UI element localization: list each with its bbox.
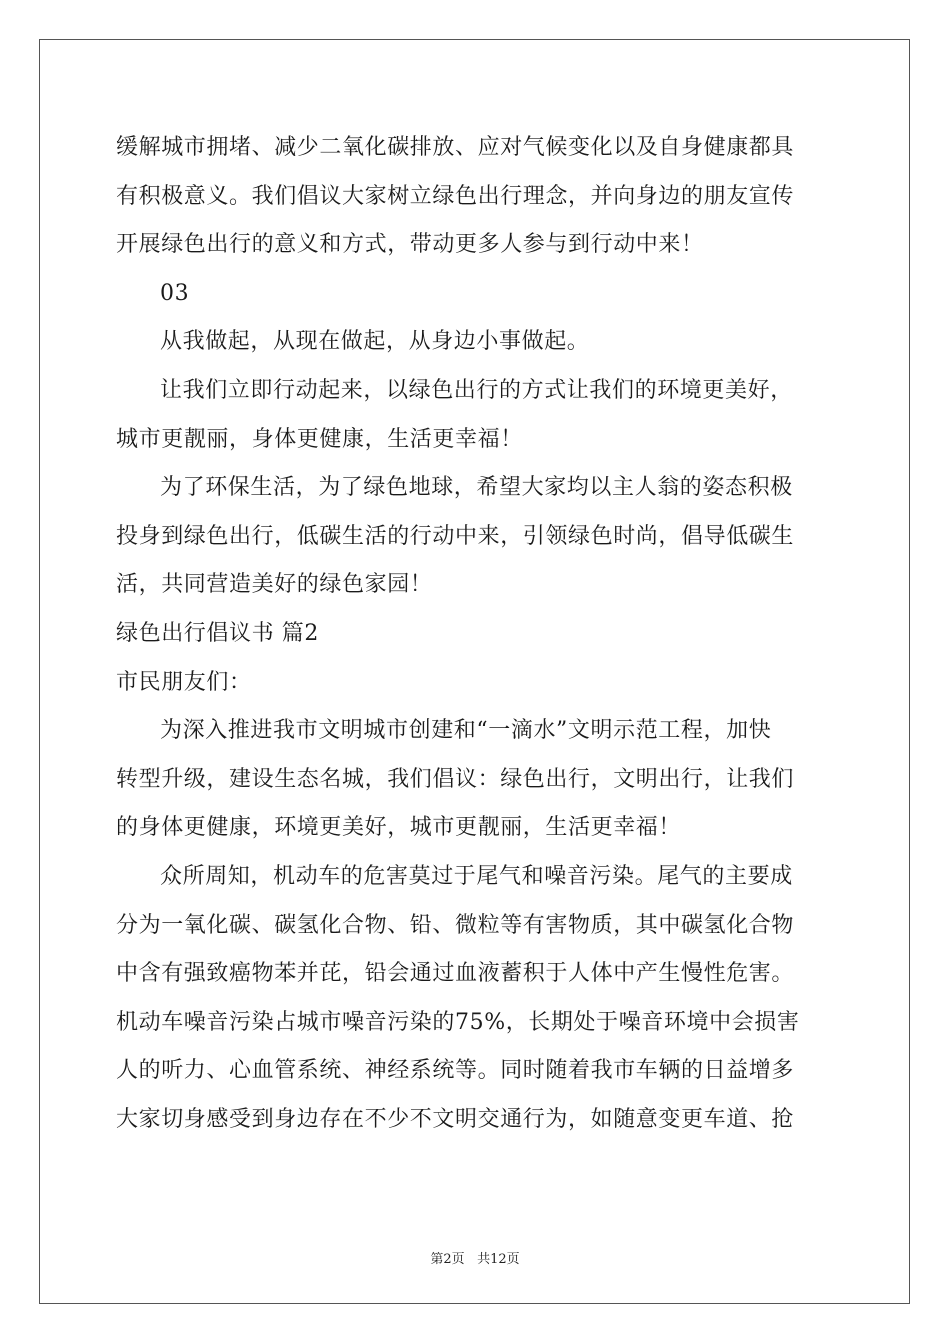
text-line: 的身体更健康，环境更美好，城市更靓丽，生活更幸福！ — [116, 815, 682, 841]
text-line: 机动车噪音污染占城市噪音污染的75%，长期处于噪音环境中会损害 — [116, 1009, 800, 1035]
page-number: 第2页 — [430, 1252, 465, 1267]
page-footer — [0, 1248, 950, 1267]
text-line: 大家切身感受到身边存在不少不文明交通行为，如随意变更车道、抢 — [116, 1106, 795, 1132]
salutation: 市民朋友们： — [116, 669, 252, 695]
text-line: 众所周知，机动车的危害莫过于尾气和噪音污染。尾气的主要成 — [160, 863, 793, 889]
document-body — [116, 124, 836, 1144]
text-line: 为深入推进我市文明城市创建和“一滴水”文明示范工程，加快 — [160, 718, 772, 744]
text-line: 开展绿色出行的意义和方式，带动更多人参与到行动中来！ — [116, 232, 704, 258]
section-number: 03 — [160, 280, 190, 306]
text-line: 有积极意义。我们倡议大家树立绿色出行理念，并向身边的朋友宣传 — [116, 183, 795, 209]
text-line: 城市更靓丽，身体更健康，生活更幸福！ — [116, 426, 523, 452]
text-line: 人的听力、心血管系统、神经系统等。同时随着我市车辆的日益增多 — [116, 1058, 795, 1084]
text-line: 让我们立即行动起来，以绿色出行的方式让我们的环境更美好， — [160, 377, 793, 403]
text-line: 转型升级，建设生态名城，我们倡议：绿色出行，文明出行，让我们 — [116, 766, 795, 792]
section-heading: 绿色出行倡议书 篇2 — [116, 620, 319, 646]
text-line: 缓解城市拥堵、减少二氧化碳排放、应对气候变化以及自身健康都具 — [116, 135, 795, 160]
text-line: 投身到绿色出行，低碳生活的行动中来，引领绿色时尚，倡导低碳生 — [116, 523, 795, 549]
text-line: 从我做起，从现在做起，从身边小事做起。 — [160, 329, 590, 355]
text-line: 活，共同营造美好的绿色家园！ — [116, 572, 433, 598]
page-total: 共12页 — [477, 1252, 520, 1267]
text-line: 中含有强致癌物苯并芘，铅会通过血液蓄积于人体中产生慢性危害。 — [116, 961, 795, 987]
text-line: 为了环保生活，为了绿色地球，希望大家均以主人翁的姿态积极 — [160, 475, 793, 501]
text-line: 分为一氧化碳、碳氢化合物、铅、微粒等有害物质，其中碳氢化合物 — [116, 912, 795, 938]
